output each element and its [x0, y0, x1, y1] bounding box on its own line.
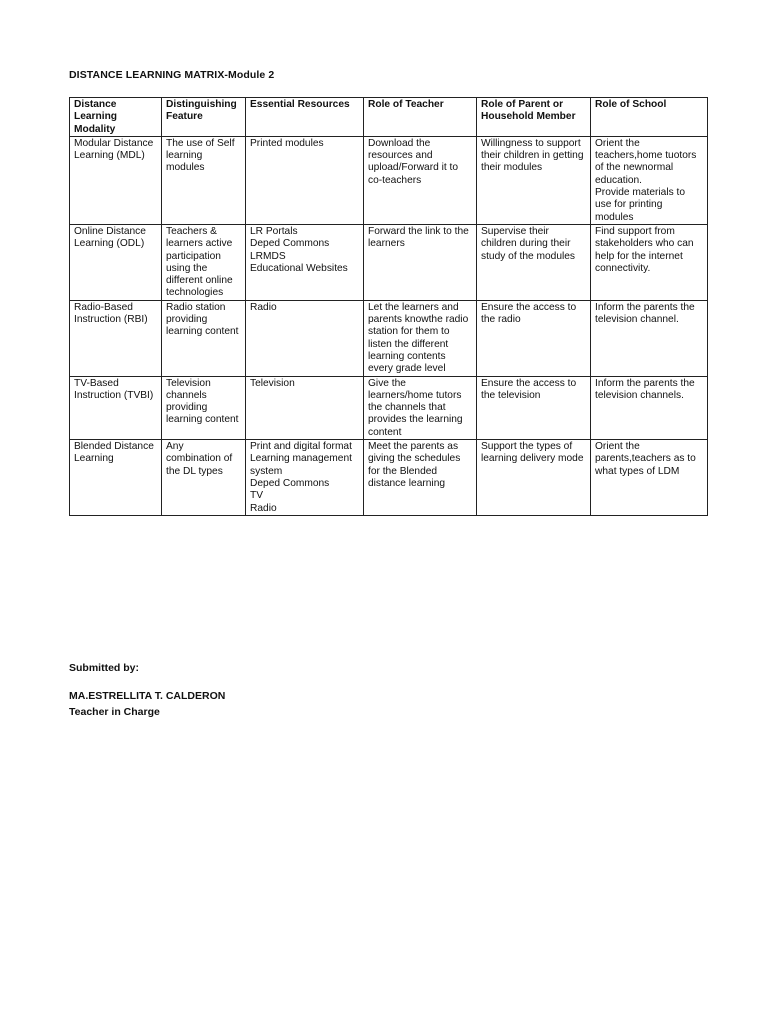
cell-school-role: [591, 224, 708, 300]
cell-resources: [246, 224, 364, 300]
cell-resources: [246, 376, 364, 439]
cell-parent-role: Support the types of learning delivery mode: [477, 440, 591, 516]
submitter-name: MA.ESTRELLITA T. CALDERON: [69, 690, 226, 702]
table-row: [70, 376, 708, 439]
resource-item: Television: [250, 377, 295, 389]
resource-item: LR Portals: [250, 225, 298, 237]
cell-school-role: [591, 376, 708, 439]
cell-feature: Teachers & learners active participation using the different online technologies: [162, 224, 246, 300]
submitter-role: Teacher in Charge: [69, 706, 160, 718]
resource-item: Radio: [250, 301, 277, 313]
school-role-item: Find support from stakeholders who can help for the internet connectivity.: [595, 225, 694, 274]
cell-teacher-role: Forward the link to the learners: [364, 224, 477, 300]
cell-teacher-role: Meet the parents as giving the schedules for the Blended distance learning: [364, 440, 477, 516]
cell-resources: [246, 300, 364, 376]
cell-resources: [246, 440, 364, 516]
cell-school-role: [591, 136, 708, 224]
cell-school-role: [591, 300, 708, 376]
resource-item: Radio: [250, 502, 277, 514]
cell-feature: Any combination of the DL types: [162, 440, 246, 516]
cell-feature: Television channels providing learning content: [162, 376, 246, 439]
header-teacher-role: Role of Teacher: [364, 98, 477, 137]
school-role-item: Orient the parents,teachers as to what types of LDM: [595, 441, 696, 477]
table-row: [70, 300, 708, 376]
cell-parent-role: Ensure the access to the radio: [477, 300, 591, 376]
school-role-item: Inform the parents the television channels.: [595, 377, 695, 401]
cell-teacher-role: Download the resources and upload/Forward it to co-teachers: [364, 136, 477, 224]
header-feature: Distinguishing Feature: [162, 98, 246, 137]
cell-parent-role: Ensure the access to the television: [477, 376, 591, 439]
cell-parent-role: Supervise their children during their study of the modules: [477, 224, 591, 300]
header-school-role: Role of School: [591, 98, 708, 137]
resource-item: Educational Websites: [250, 262, 348, 274]
resource-item: Printed modules: [250, 137, 324, 149]
distance-learning-matrix-table: [69, 97, 708, 516]
table-header-row: [70, 98, 708, 137]
header-resources: Essential Resources: [246, 98, 364, 137]
document-title: DISTANCE LEARNING MATRIX-Module 2: [69, 69, 275, 81]
table-row: [70, 440, 708, 516]
cell-modality: Modular Distance Learning (MDL): [70, 136, 162, 224]
cell-feature: The use of Self learning modules: [162, 136, 246, 224]
school-role-item: Orient the teachers,home tuotors of the newnormal education.: [595, 137, 697, 186]
cell-parent-role: Willingness to support their children in getting their modules: [477, 136, 591, 224]
cell-modality: Blended Distance Learning: [70, 440, 162, 516]
cell-resources: [246, 136, 364, 224]
cell-teacher-role: Give the learners/home tutors the channels that provides the learning content: [364, 376, 477, 439]
resource-item: LRMDS: [250, 250, 286, 262]
header-parent-role: Role of Parent or Household Member: [477, 98, 591, 137]
resource-item: Print and digital format: [250, 441, 352, 453]
table-row: [70, 224, 708, 300]
cell-feature: Radio station providing learning content: [162, 300, 246, 376]
cell-modality: Radio-Based Instruction (RBI): [70, 300, 162, 376]
cell-modality: Online Distance Learning (ODL): [70, 224, 162, 300]
submitted-by-label: Submitted by:: [69, 662, 139, 674]
cell-teacher-role: Let the learners and parents knowthe radio station for them to listen the different learning contents every grade level: [364, 300, 477, 376]
cell-school-role: [591, 440, 708, 516]
school-role-item: Provide materials to use for printing modules: [595, 187, 686, 223]
header-modality: Distance Learning Modality: [70, 98, 162, 137]
resource-item: TV: [250, 490, 264, 502]
cell-modality: TV-Based Instruction (TVBI): [70, 376, 162, 439]
resource-item: Deped Commons: [250, 238, 330, 250]
school-role-item: Inform the parents the television channel.: [595, 301, 695, 326]
table-row: [70, 136, 708, 224]
resource-item: Deped Commons: [250, 477, 330, 489]
resource-item: Learning management system: [250, 453, 352, 477]
